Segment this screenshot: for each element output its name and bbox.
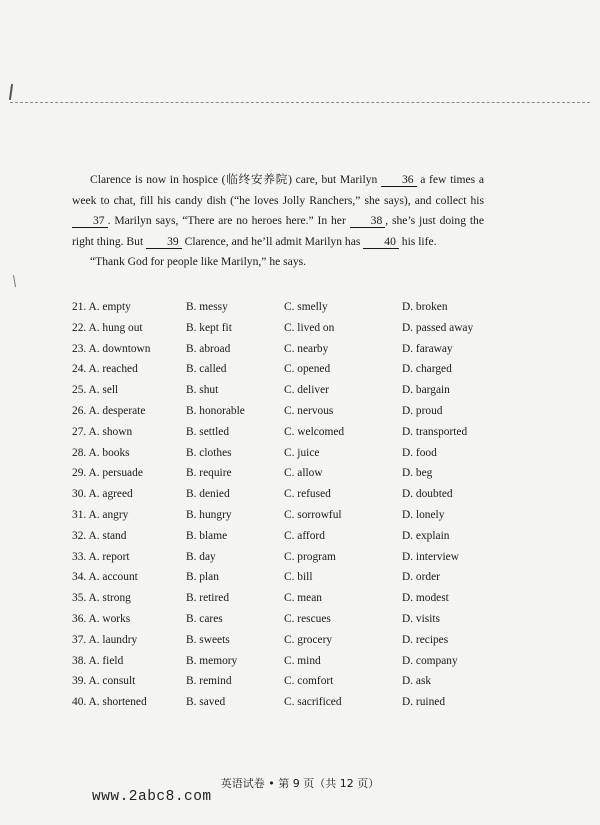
question-number: 26. [72, 404, 87, 417]
question-row [72, 630, 492, 651]
option-b: B. shut [186, 384, 219, 397]
question-number: 37. [72, 633, 87, 646]
question-row [72, 526, 492, 547]
option-b: B. sweets [186, 633, 230, 646]
question-number: 23. [72, 342, 87, 355]
question-row [72, 318, 492, 339]
question-row [72, 297, 492, 318]
option-b: B. clothes [186, 446, 232, 459]
option-d: D. beg [402, 467, 433, 480]
option-b: B. memory [186, 654, 238, 667]
question-row [72, 380, 492, 401]
option-c: C. afford [284, 529, 325, 542]
question-row [72, 422, 492, 443]
option-b: B. hungry [186, 508, 232, 521]
question-row [72, 401, 492, 422]
question-row [72, 339, 492, 360]
option-b: B. saved [186, 696, 226, 709]
option-b: B. abroad [186, 342, 231, 355]
question-row [72, 567, 492, 588]
blank-39: 39 [146, 235, 182, 249]
option-b: B. honorable [186, 404, 245, 417]
question-number: 32. [72, 529, 87, 542]
option-a: 37. A. laundry [72, 633, 138, 646]
question-row [72, 692, 492, 713]
option-c: C. opened [284, 363, 331, 376]
scan-mark [9, 84, 13, 100]
option-d: D. order [402, 571, 440, 584]
option-d: D. proud [402, 404, 443, 417]
option-a: 39. A. consult [72, 675, 136, 688]
question-row [72, 505, 492, 526]
option-b: B. require [186, 467, 232, 480]
option-a: 35. A. strong [72, 592, 131, 605]
option-c: C. deliver [284, 384, 329, 397]
question-number: 36. [72, 612, 87, 625]
option-a: 27. A. shown [72, 425, 133, 438]
option-a: 33. A. report [72, 550, 130, 563]
option-c: C. grocery [284, 633, 333, 646]
question-row [72, 484, 492, 505]
question-number: 28. [72, 446, 87, 459]
option-d: D. food [402, 446, 437, 459]
question-number: 35. [72, 592, 87, 605]
option-a: 31. A. angry [72, 508, 129, 521]
option-d: D. passed away [402, 321, 474, 334]
option-c: C. mind [284, 654, 321, 667]
page-number-footer: 英语试卷 • 第 9 页（共 12 页） [220, 777, 380, 790]
question-number: 27. [72, 425, 87, 438]
option-c: C. bill [284, 571, 313, 584]
option-a: 22. A. hung out [72, 321, 143, 334]
scan-mark [13, 275, 16, 287]
option-d: D. modest [402, 592, 449, 605]
option-d: D. charged [402, 363, 452, 376]
question-row [72, 359, 492, 380]
question-number: 34. [72, 571, 87, 584]
option-a: 38. A. field [72, 654, 124, 667]
question-number: 40. [72, 696, 87, 709]
option-d: D. recipes [402, 633, 449, 646]
scan-edge-line [10, 102, 590, 103]
question-number: 29. [72, 467, 87, 480]
question-row [72, 443, 492, 464]
option-d: D. doubted [402, 488, 453, 501]
option-a: 26. A. desperate [72, 404, 146, 417]
option-a: 25. A. sell [72, 384, 119, 397]
option-c: C. rescues [284, 612, 331, 625]
blank-38: 38 [350, 214, 386, 228]
blank-36: 36 [381, 173, 417, 187]
option-c: C. sorrowful [284, 508, 342, 521]
option-b: B. settled [186, 425, 230, 438]
option-c: C. welcomed [284, 425, 345, 438]
question-row [72, 547, 492, 568]
option-c: C. allow [284, 467, 323, 480]
option-d: D. bargain [402, 384, 450, 397]
option-c: C. nervous [284, 404, 334, 417]
question-number: 30. [72, 488, 87, 501]
option-c: C. sacrificed [284, 696, 342, 709]
option-b: B. retired [186, 592, 230, 605]
site-watermark: www.2abc8.com [92, 789, 212, 805]
option-d: D. transported [402, 425, 468, 438]
option-b: B. blame [186, 529, 228, 542]
option-c: C. mean [284, 592, 322, 605]
option-b: B. denied [186, 488, 230, 501]
question-number: 39. [72, 675, 87, 688]
option-c: C. comfort [284, 675, 334, 688]
option-a: 23. A. downtown [72, 342, 151, 355]
option-b: B. called [186, 363, 227, 376]
option-d: D. ruined [402, 696, 446, 709]
option-c: C. lived on [284, 321, 335, 334]
option-b: B. cares [186, 612, 223, 625]
option-c: C. refused [284, 488, 331, 501]
option-a: 34. A. account [72, 571, 138, 584]
option-b: B. plan [186, 571, 219, 584]
option-d: D. broken [402, 301, 448, 313]
question-row [72, 588, 492, 609]
question-row [72, 609, 492, 630]
question-number: 22. [72, 321, 87, 334]
question-number: 21. [72, 301, 87, 313]
option-a: 21. A. empty [72, 301, 131, 313]
answer-options [72, 297, 492, 713]
passage-paragraph-2: “Thank God for people like Marilyn,” he says. [90, 255, 307, 268]
blank-40: 40 [363, 235, 399, 249]
option-c: C. smelly [284, 301, 328, 313]
option-c: C. juice [284, 446, 320, 459]
option-a: 40. A. shortened [72, 696, 147, 709]
cloze-passage [72, 170, 484, 273]
question-number: 33. [72, 550, 87, 563]
option-b: B. kept fit [186, 321, 232, 334]
option-d: D. interview [402, 550, 459, 563]
question-number: 24. [72, 363, 87, 376]
option-d: D. visits [402, 612, 440, 625]
option-d: D. ask [402, 675, 432, 688]
question-number: 31. [72, 508, 87, 521]
passage-paragraph-1: Clarence is now in hospice (临终安养院) care, but Marilyn 36 a few times a week to chat, fill his candy dish (“he loves Jolly Ranchers,” she says), and collect his 37 . Marilyn says, “There are no heroes here.” In her 38 , she’s just doing the right thing. But 39 Clarence, and he’ll admit Marilyn has 40 his life. [72, 173, 484, 248]
blank-37: 37 [72, 214, 108, 228]
option-b: B. messy [186, 301, 228, 313]
option-a: 36. A. works [72, 612, 131, 625]
option-d: D. lonely [402, 508, 445, 521]
question-number: 25. [72, 384, 87, 397]
option-b: B. day [186, 550, 216, 563]
question-row [72, 463, 492, 484]
option-a: 29. A. persuade [72, 467, 143, 480]
option-c: C. program [284, 550, 336, 563]
option-c: C. nearby [284, 342, 329, 355]
question-row [72, 651, 492, 672]
option-d: D. explain [402, 529, 450, 542]
option-b: B. remind [186, 675, 232, 688]
option-d: D. faraway [402, 342, 453, 355]
option-a: 28. A. books [72, 446, 130, 459]
question-number: 38. [72, 654, 87, 667]
option-a: 24. A. reached [72, 363, 138, 376]
option-a: 30. A. agreed [72, 488, 133, 501]
option-d: D. company [402, 654, 458, 667]
question-row [72, 671, 492, 692]
option-a: 32. A. stand [72, 529, 127, 542]
